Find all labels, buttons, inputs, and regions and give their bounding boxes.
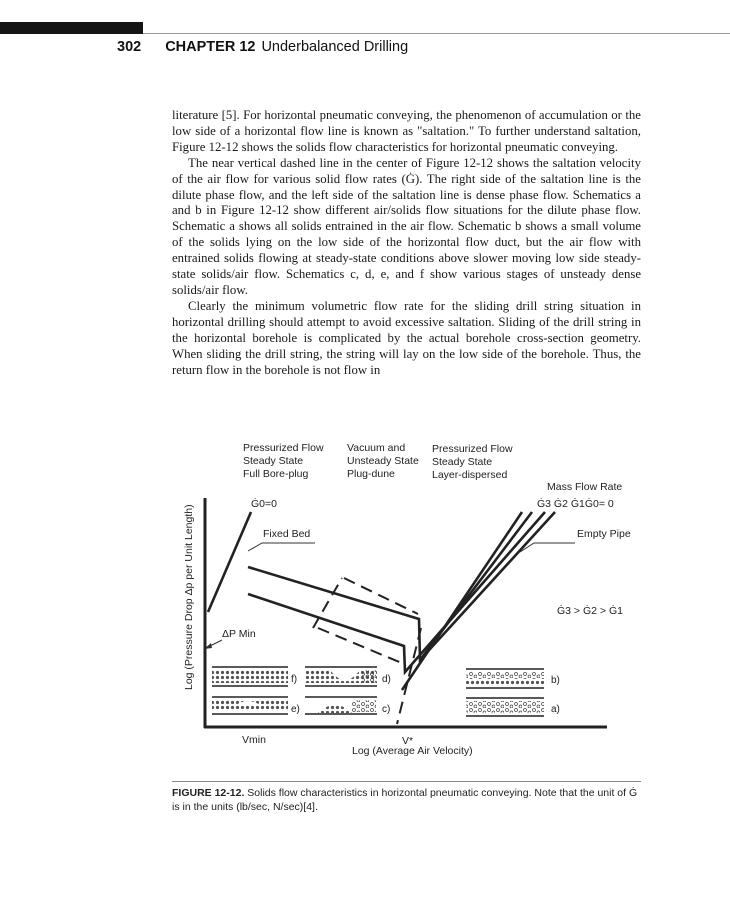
svg-text:d): d) <box>382 674 391 685</box>
schematic-f <box>212 667 297 686</box>
svg-text:a): a) <box>551 704 560 715</box>
regime-label-right <box>432 443 513 481</box>
fixed-bed-label: Fixed Bed <box>263 528 311 540</box>
svg-text:Pressurized Flow: Pressurized Flow <box>243 442 324 454</box>
caption-rule <box>172 781 641 782</box>
inequality-label: Ġ3 > Ġ2 > Ġ1 <box>557 605 623 617</box>
svg-text:Steady State: Steady State <box>243 455 304 467</box>
svg-text:Full Bore-plug: Full Bore-plug <box>243 468 309 480</box>
v-star-label: V* <box>402 735 414 747</box>
paragraph: The near vertical dashed line in the center of Figure 12-12 shows the saltation velocity of the air flow for various solid flow rates (Ġ). The right side of the saltation line is the dilute phase flow, and the left side of the saltation line is dense phase flow. Schematics a and b in Figure 12-12 show different air/solids flow situations for the dilute phase flow. Schematic a shows all solids entrained in the air flow. Schematic b shows a small volume of the solids lying on the low side of the horizontal flow duct, but the air flow with entrained solids flowing at steady-state conditions above slower moving low side steady-state solids/air flow. Schematics c, d, e, and f show various stages of unsteady dense solids/air flow. <box>172 155 641 297</box>
fixed-bed-leader <box>248 543 315 551</box>
svg-text:Steady State: Steady State <box>432 456 493 468</box>
g0-label: Ġ0=0 <box>251 498 277 510</box>
svg-text:e): e) <box>291 704 300 715</box>
dp-min-label: ΔP Min <box>222 628 256 640</box>
schematic-c <box>305 697 390 715</box>
mass-flow-rate-label: Mass Flow Rate <box>547 481 623 493</box>
regime-label-middle <box>347 442 419 480</box>
svg-text:Plug-dune: Plug-dune <box>347 468 395 480</box>
svg-text:c): c) <box>382 704 391 715</box>
svg-text:Vacuum and: Vacuum and <box>347 442 406 454</box>
g-series-label: Ġ3 Ġ2 Ġ1Ġ0= 0 <box>537 498 614 510</box>
paragraph: Clearly the minimum volumetric flow rate for the sliding drill string situation in horizontal drilling should attempt to avoid excessive saltation. Sliding of the drill string in the horizontal borehole is complicated by the actual borehole cross-section geometry. When sliding the drill string, the string will lay on the low side of the borehole. Thus, the return flow in the borehole is not flow in <box>172 298 641 377</box>
page-number: 302 <box>117 39 142 55</box>
chapter-title: Underbalanced Drilling <box>261 39 409 55</box>
svg-text:Pressurized Flow: Pressurized Flow <box>432 443 513 455</box>
schematic-e <box>212 697 300 715</box>
svg-text:b): b) <box>551 675 560 686</box>
v-min-label: Vmin <box>242 734 266 746</box>
empty-pipe-label: Empty Pipe <box>577 528 631 540</box>
empty-pipe-leader <box>520 543 575 552</box>
schematic-a <box>466 698 560 716</box>
svg-text:Unsteady State: Unsteady State <box>347 455 419 467</box>
dashed-lower <box>318 628 404 664</box>
regime-label-left <box>243 442 324 480</box>
curve-g0 <box>402 512 522 690</box>
full-bore-plug-curve <box>208 512 251 612</box>
x-axis-label: Log (Average Air Velocity) <box>352 745 473 757</box>
svg-text:Layer-dispersed: Layer-dispersed <box>432 469 508 481</box>
schematic-d <box>305 667 391 686</box>
svg-text:f): f) <box>291 674 298 685</box>
caption-label: FIGURE 12-12. <box>172 787 245 799</box>
caption-text: Solids flow characteristics in horizontal pneumatic conveying. Note that the unit of Ġ is in the units (lb/sec, N/sec)[4]. <box>172 787 638 813</box>
chapter-label: CHAPTER 12 <box>165 39 256 55</box>
saltation-line <box>397 628 421 724</box>
figure-caption <box>172 786 642 814</box>
paragraph: literature [5]. For horizontal pneumatic conveying, the phenomenon of accumulation or the low side of a horizontal flow line is known as "saltation." To further understand saltation, Figure 12-12 shows the solids flow characteristics for horizontal pneumatic conveying. <box>172 108 641 154</box>
y-axis-label: Log (Pressure Drop Δp per Unit Length) <box>183 504 195 690</box>
schematic-b <box>466 669 560 688</box>
